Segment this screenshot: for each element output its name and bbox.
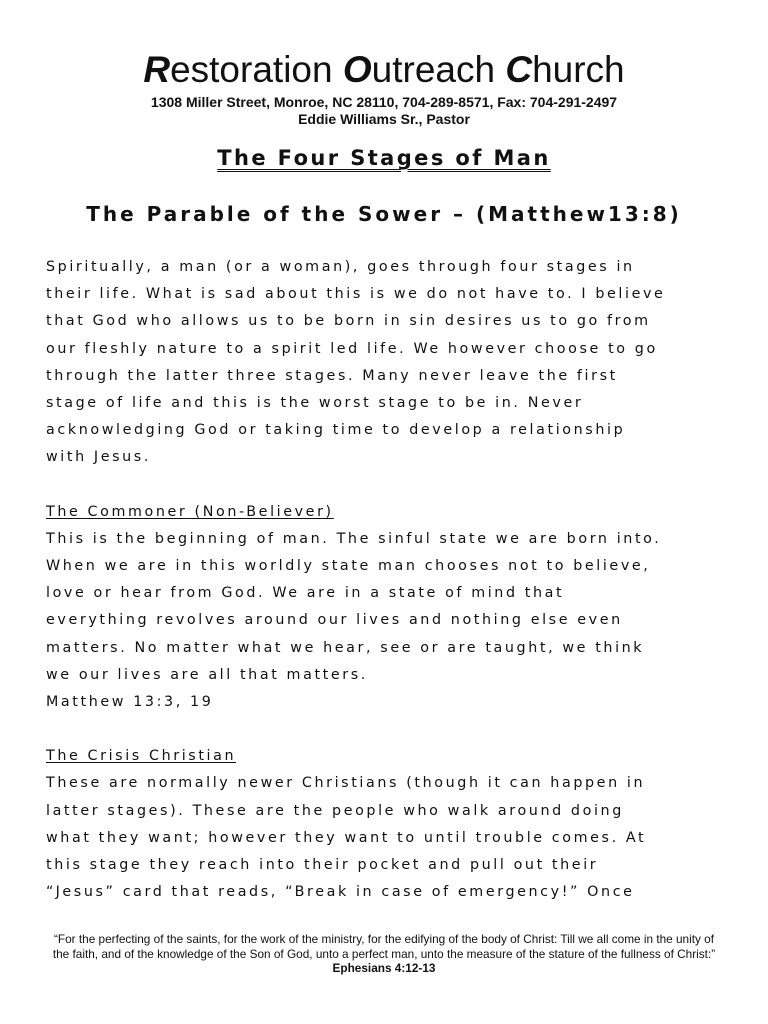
pastor-name: Eddie Williams Sr., Pastor: [298, 111, 470, 127]
text-line: acknowledging God or taking time to develop a relationship: [46, 422, 626, 439]
church-name-part: hurch: [532, 49, 625, 90]
church-name-initial: C: [505, 49, 533, 90]
text-line: This is the beginning of man. The sinful state we are born into.: [46, 530, 662, 547]
footer-quote: [48, 932, 720, 976]
text-line: “Jesus” card that reads, “Break in case of emergency!” Once: [46, 884, 635, 901]
church-name: [0, 46, 768, 94]
text-line: stage of life and this is the worst stage to be in. Never: [46, 395, 584, 412]
text-line: that God who allows us to be born in sin desires us to go from: [46, 313, 651, 330]
document-title: The Four Stages of Man: [217, 146, 551, 170]
text-line: we our lives are all that matters.: [46, 666, 368, 683]
section-heading: [46, 499, 736, 526]
text-line: matters. No matter what we hear, see or are taught, we think: [46, 639, 645, 656]
church-address: 1308 Miller Street, Monroe, NC 28110, 704-289-8571, Fax: 704-291-2497: [150, 94, 618, 110]
document-body: [46, 254, 736, 906]
section-heading: [46, 743, 736, 770]
text-line: love or hear from God. We are in a state of mind that: [46, 585, 565, 602]
text-line: latter stages). These are the people who walk around doing: [46, 802, 624, 819]
church-name-initial: O: [342, 49, 372, 90]
section-heading-text: The Crisis Christian: [46, 748, 237, 765]
text-line: These are normally newer Christians (though it can happen in: [46, 775, 646, 792]
church-name-initial: R: [143, 49, 171, 90]
church-name-part: utreach: [371, 49, 506, 90]
paragraph-gap: [46, 472, 736, 499]
text-line: through the latter three stages. Many never leave the first: [46, 367, 618, 384]
document-subtitle: The Parable of the Sower – (Matthew13:8): [86, 202, 682, 226]
scripture-reference: Matthew 13:3, 19: [46, 694, 214, 711]
letterhead: [0, 46, 768, 128]
church-name-part: estoration: [170, 49, 343, 90]
text-line: Spiritually, a man (or a woman), goes through four stages in: [46, 259, 635, 275]
intro-paragraph: [46, 254, 736, 472]
text-line: what they want; however they want to until trouble comes. At: [46, 829, 647, 846]
section-heading-text: The Commoner (Non-Believer): [46, 503, 334, 520]
section-commoner: [46, 499, 736, 717]
text-line: with Jesus.: [46, 449, 151, 466]
footer-quote-text: “For the perfecting of the saints, for the work of the ministry, for the edifying of the body of Christ: Till we all come in the unity of the faith, and of the knowledge of the Son of God, unto a perfect man, unto the measure of the stature of the fullness of Christ:”: [52, 932, 716, 961]
text-line: their life. What is sad about this is we do not have to. I believe: [46, 286, 666, 303]
text-line: When we are in this worldly state man chooses not to believe,: [46, 558, 651, 575]
section-crisis-christian: [46, 743, 736, 906]
footer-reference: Ephesians 4:12-13: [332, 961, 436, 975]
text-line: this stage they reach into their pocket and pull out their: [46, 857, 599, 874]
text-line: our fleshly nature to a spirit led life. We however choose to go: [46, 340, 658, 357]
paragraph-gap: [46, 716, 736, 743]
text-line: everything revolves around our lives and nothing else even: [46, 612, 623, 629]
